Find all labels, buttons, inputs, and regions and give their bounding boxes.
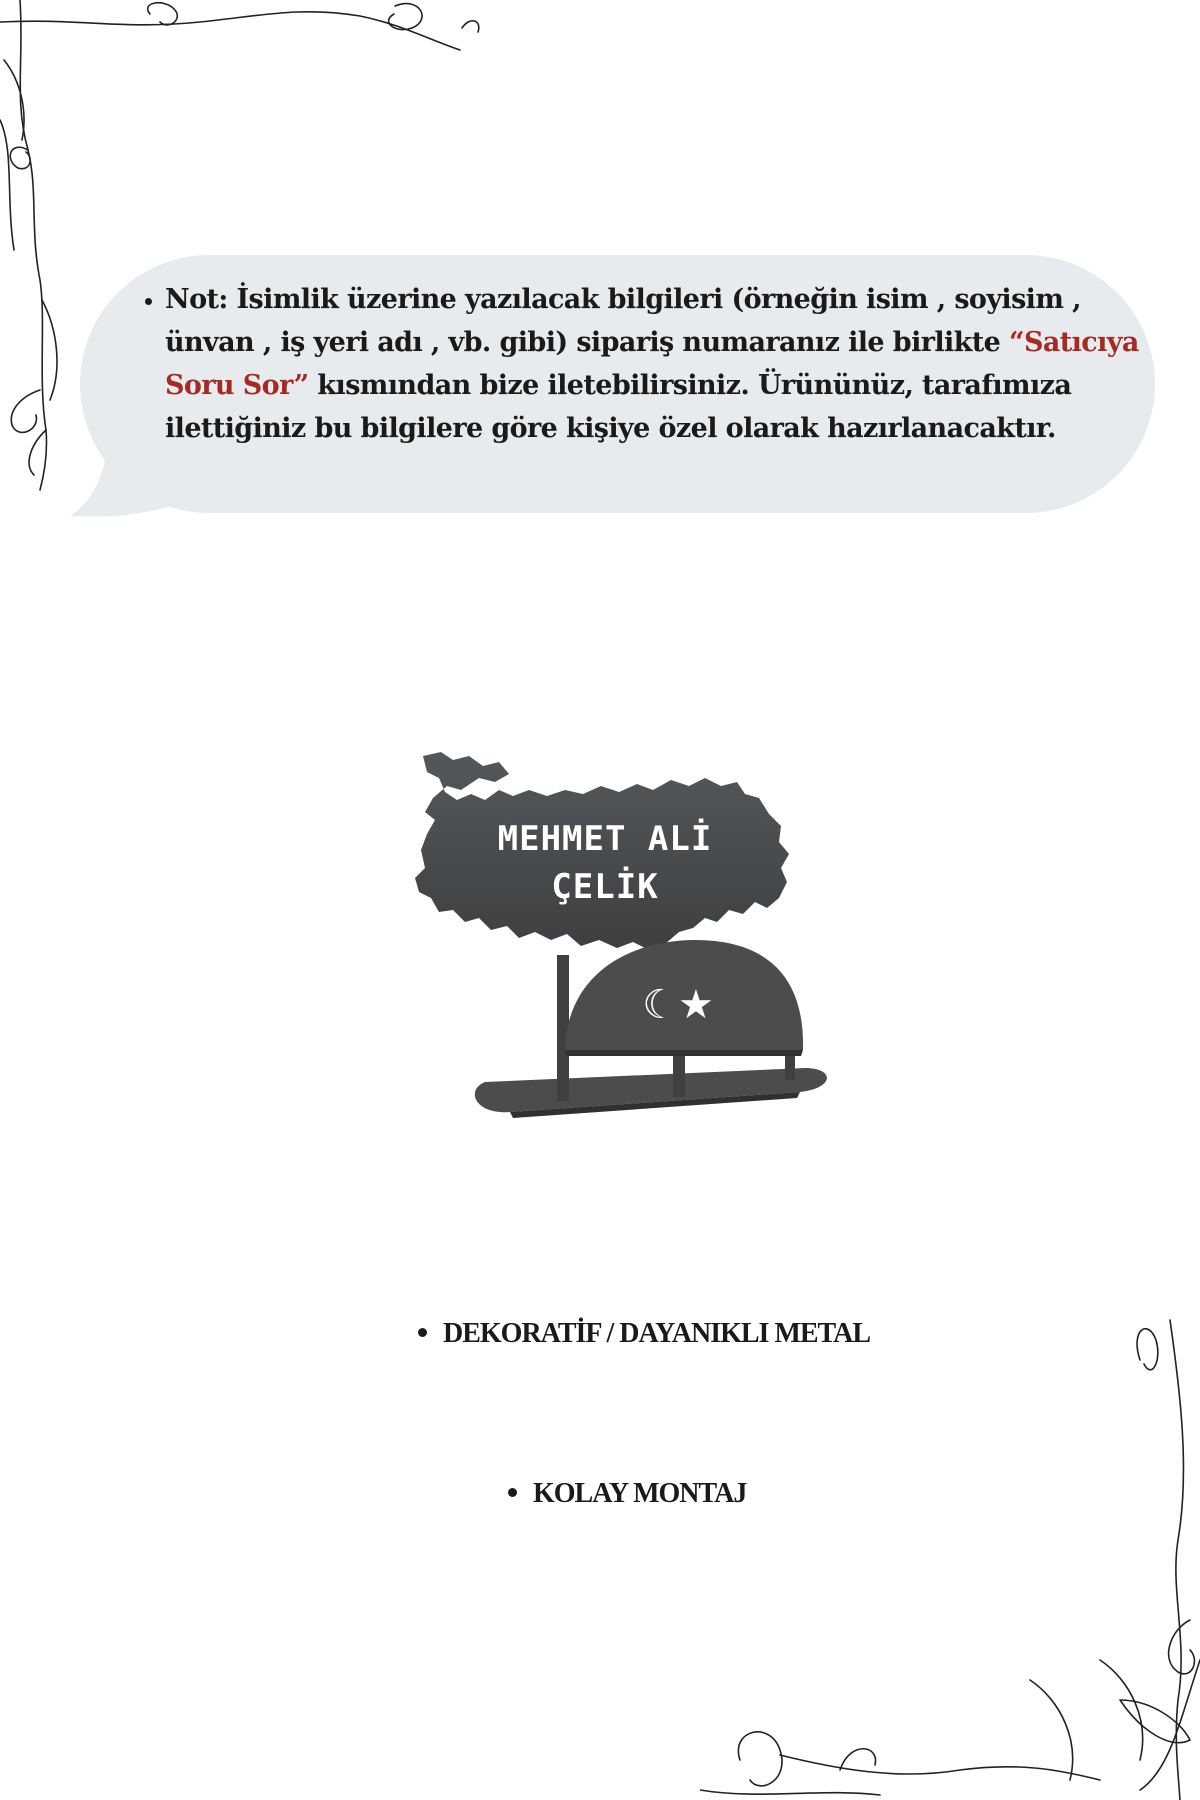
note-text-end: kısmından bize iletebilirsiniz. Ürününüz, tarafımıza ilettiğiniz bu bilgilere göre kişiye özel olarak hazırlanacaktır. (165, 370, 1072, 444)
note-list (120, 278, 1165, 450)
corner-flourish-bottom-right (700, 1300, 1200, 1800)
feature-label: DEKORATİF / DAYANIKLI METAL (443, 1318, 871, 1349)
feature-item-durable-metal (418, 1318, 870, 1350)
note-item (165, 278, 1165, 450)
ask-seller-link[interactable]: “Satıcıya Soru Sor” (165, 327, 1139, 401)
product-image (395, 750, 845, 1130)
note-text-start: Not: İsimlik üzerine yazılacak bilgileri (örneğin isim , soyisim , ünvan , iş yeri adı , vb. gibi) sipariş numaranız ile birlikte (165, 284, 1081, 358)
stand-pole-left (557, 955, 569, 1101)
engraved-name-line1: MEHMET ALİ (497, 819, 713, 859)
feature-label: KOLAY MONTAJ (533, 1478, 747, 1509)
engraved-name-line2: ÇELİK (551, 867, 659, 907)
bullet-dot (508, 1488, 517, 1497)
feature-item-easy-assembly (508, 1478, 746, 1510)
bullet-dot (418, 1328, 427, 1337)
crescent-star-symbol: ☾★ (642, 982, 714, 1028)
